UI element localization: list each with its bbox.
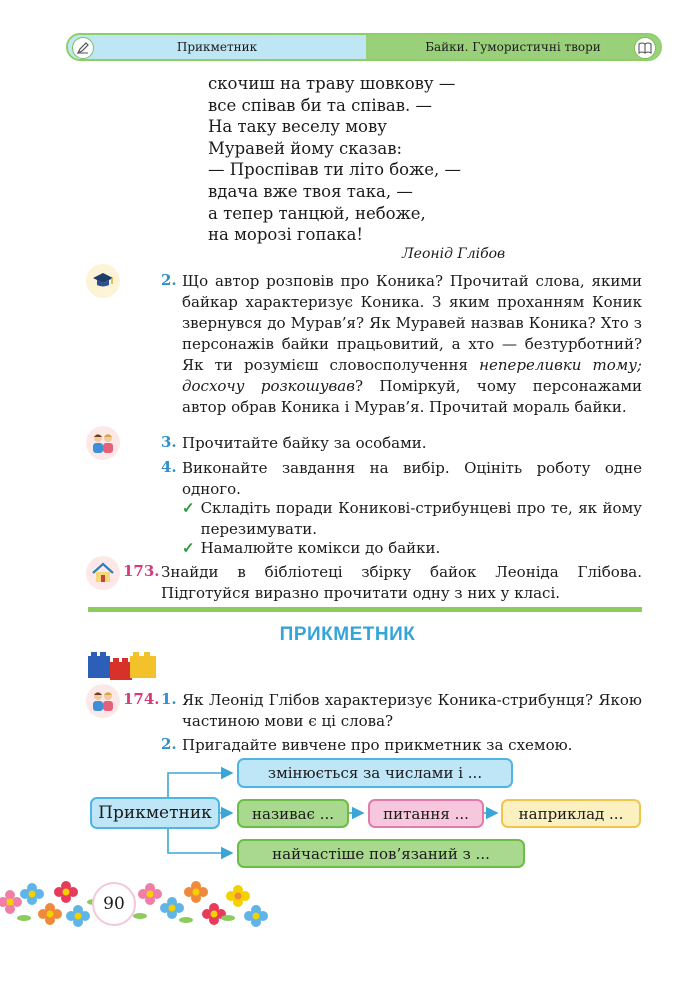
checkmark-icon: ✓ bbox=[182, 539, 195, 557]
task-3-text: Прочитайте байку за особами. bbox=[182, 434, 427, 452]
poem-line: скочиш на траву шовкову — bbox=[208, 74, 456, 93]
poem-line: а тепер танцюй, небоже, bbox=[208, 203, 426, 223]
poem-line: На таку веселу мову bbox=[208, 117, 387, 137]
diagram-top-box: змінюється за числами і ... bbox=[237, 758, 513, 788]
diagram-question-box: питання ... bbox=[368, 799, 484, 828]
poem-line: Муравей йому сказав: bbox=[208, 138, 403, 158]
header-right-title: Байки. Гумористичні твори bbox=[425, 40, 601, 54]
task-4-text: Виконайте завдання на вибір. Оцініть роботу одне одного. bbox=[182, 459, 642, 498]
task-3-number: 3. bbox=[161, 433, 177, 451]
diagram-root: Прикметник bbox=[90, 797, 220, 829]
poem-line: вдача вже твоя така, — bbox=[208, 181, 413, 201]
task-2-text-b: ? Поміркуй, чому персонажами автор обрав Коника і Мурав’я. Прочитай мораль байки. bbox=[182, 377, 642, 416]
task-173-text: Знайди в бібліотеці збірку байок Леоніда Глібова. Підготуйся виразно прочитати одну з них у класі. bbox=[161, 563, 642, 602]
poem-author: Леонід Глібов bbox=[402, 246, 506, 262]
task-174-number: 174. bbox=[123, 690, 160, 708]
task-174-sub2-number: 2. bbox=[161, 735, 177, 753]
task-4-option-text: Намалюйте комікси до байки. bbox=[200, 539, 441, 557]
flowers-decoration bbox=[0, 872, 275, 932]
checkmark-icon: ✓ bbox=[182, 499, 195, 517]
diagram-names-box: називає ... bbox=[237, 799, 349, 828]
task-4-option-text: Складіть поради Коникові-стрибунцеві про те, як йому перезимувати. bbox=[200, 499, 642, 538]
task-2-italic: непереливки тому; досхочу розкошував bbox=[182, 356, 642, 395]
task-174-sub2-text: Пригадайте вивчене про прикметник за схемою. bbox=[182, 736, 573, 754]
task-174-sub1-text: Як Леонід Глібов характеризує Коника-стрибунця? Якою частиною мови є ці слова? bbox=[182, 691, 642, 730]
diagram-bottom-box: найчастіше пов’язаний з ... bbox=[237, 839, 525, 868]
diagram-example-box: наприклад ... bbox=[501, 799, 641, 828]
task-4-number: 4. bbox=[161, 458, 177, 476]
section-title: ПРИКМЕТНИК bbox=[279, 624, 416, 645]
poem-line: — Проспівав ти літо боже, — bbox=[208, 160, 462, 180]
task-173-number: 173. bbox=[123, 562, 160, 580]
task-2-number: 2. bbox=[161, 271, 177, 289]
header-left-title: Прикметник bbox=[176, 40, 258, 54]
poem-line: на морозі гопака! bbox=[208, 225, 364, 245]
poem-line: все співав би та співав. — bbox=[208, 95, 433, 115]
task-2-text-a: Що автор розповів про Коника? Прочитай слова, якими байкар характеризує Коника. З яким проханням Коник звернувся до Мурав’я? Як Муравей назвав Коника? Хто з персонажів байки працьовитий, а хто — безтурботний? Як ти розумієш словосполучення bbox=[182, 272, 642, 374]
task-174-sub1-number: 1. bbox=[161, 690, 177, 708]
page-number: 90 bbox=[92, 882, 136, 926]
